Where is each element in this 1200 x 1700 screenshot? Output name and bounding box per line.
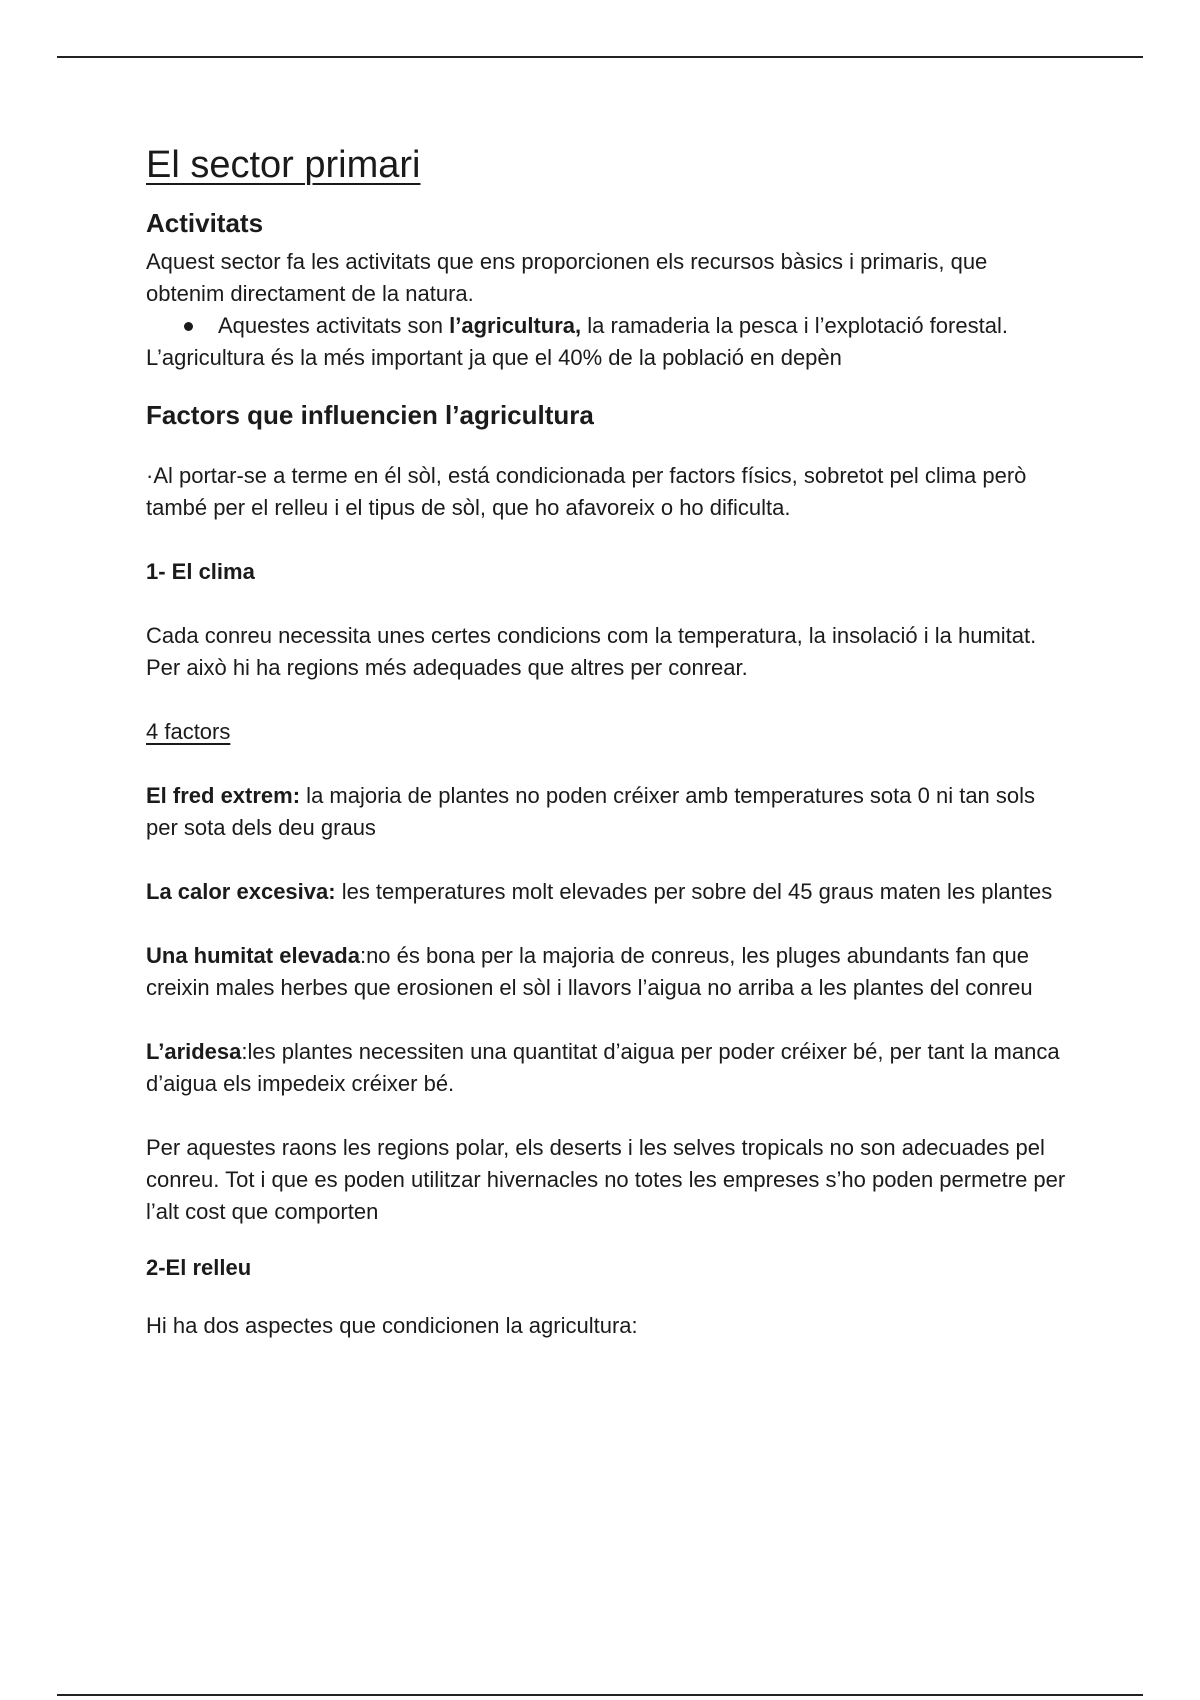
heading-activitats: Activitats <box>146 208 264 238</box>
top-rule <box>57 56 1143 58</box>
list-item: Aquestes activitats son l’agricultura, la ramaderia la pesca i l’explotació forestal. <box>218 310 1066 342</box>
clima-text: Cada conreu necessita unes certes condicions com la temperatura, la insolació i la humitat. Per això hi ha regions més adequades que altres per conrear. <box>146 623 1037 680</box>
heading-relleu: 2-El relleu <box>146 1255 252 1280</box>
activitats-intro: Aquest sector fa les activitats que ens proporcionen els recursos bàsics i primaris, que obtenim directament de la natura. <box>146 249 988 306</box>
factor-item: L’aridesa:les plantes necessiten una quantitat d’aigua per poder créixer bé, per tant la manca d’aigua els impedeix créixer bé. <box>146 1039 1060 1096</box>
bottom-rule <box>57 1694 1143 1696</box>
page-title: El sector primari <box>146 144 421 186</box>
factor-item: El fred extrem: la majoria de plantes no poden créixer amb temperatures sota 0 ni tan sols per sota dels deu graus <box>146 783 1036 840</box>
factor-item: Una humitat elevada:no és bona per la majoria de conreus, les pluges abundants fan que creixin males herbes que erosionen el sòl i llavors l’aigua no arriba a les plantes del conreu <box>146 943 1033 1000</box>
clima-subheading: 4 factors <box>146 719 231 744</box>
heading-factors: Factors que influencien l’agricultura <box>146 400 594 430</box>
activitats-note: L’agricultura és la més important ja que el 40% de la població en depèn <box>146 345 842 370</box>
clima-conclusion: Per aquestes raons les regions polar, els deserts i les selves tropicals no son adecuades pel conreu. Tot i que es poden utilitzar hivernacles no totes les empreses s’ho poden permetre per l’alt cost que comporten <box>146 1135 1066 1224</box>
factor-item: La calor excesiva: les temperatures molt elevades per sobre del 45 graus maten les plantes <box>146 879 1053 904</box>
document-body <box>146 142 1066 1342</box>
heading-clima: 1- El clima <box>146 559 255 584</box>
bullet-icon <box>184 322 193 331</box>
activitats-list <box>146 310 1066 342</box>
factors-intro: ·Al portar-se a terme en él sòl, está condicionada per factors físics, sobretot pel clima però també per el relleu i el tipus de sòl, que ho afavoreix o ho dificulta. <box>146 463 1027 520</box>
relleu-text: Hi ha dos aspectes que condicionen la agricultura: <box>146 1313 638 1338</box>
